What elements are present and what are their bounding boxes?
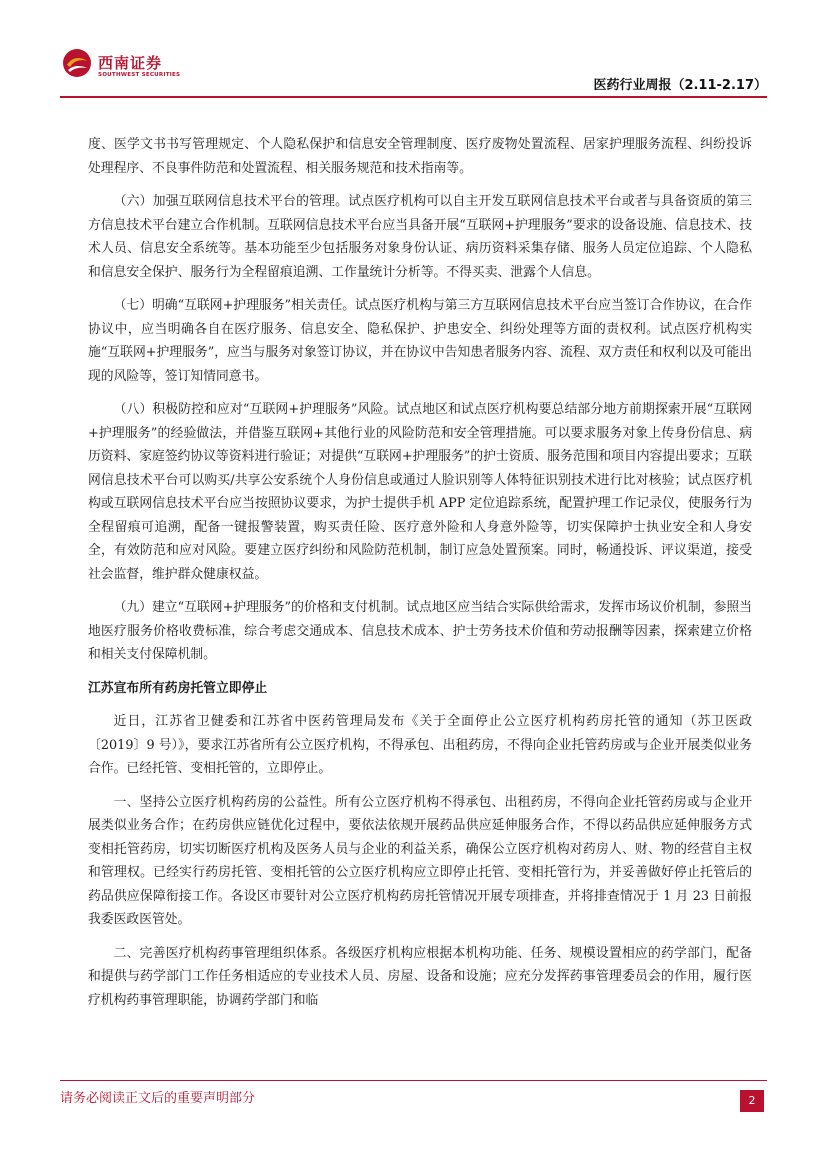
swan-logo-icon: [62, 48, 92, 78]
document-body: [88, 133, 752, 1022]
footer-divider: [60, 1080, 767, 1081]
logo-chinese-name: 西南证券: [98, 54, 163, 72]
body-paragraph: （八）积极防控和应对“互联网+护理服务”风险。试点地区和试点医疗机构要总结部分地方前期探索开展“互联网+护理服务”的经验做法，并借鉴互联网+其他行业的风险防范和安全管理措施。可以要求服务对象上传身份信息、病历资料、家庭签约协议等资料进行验证；对提供“互联网+护理服务”的护士资质、服务范围和项目内容提出要求；互联网信息技术平台可以购买/共享公安系统个人身份信息或通过人脸识别等人体特征识别技术进行比对核验；试点医疗机构或互联网信息技术平台应当按照协议要求，为护士提供手机 APP 定位追踪系统，配置护理工作记录仪，使服务行为全程留痕可追溯，配备一键报警装置，购买责任险、医疗意外险和人身意外险等，切实保障护士执业安全和人身安全，有效防范和应对风险。要建立医疗纠纷和风险防范机制，制订应急处置预案。同时，畅通投诉、评议渠道，接受社会监督，维护群众健康权益。: [88, 402, 752, 582]
header-divider: [60, 96, 767, 98]
page-number: 2: [740, 1090, 764, 1112]
disclaimer-note: 请务必阅读正文后的重要声明部分: [60, 1091, 256, 1106]
logo-english-name: SOUTHWEST SECURITIES: [98, 72, 181, 78]
body-paragraph: 一、坚持公立医疗机构药房的公益性。所有公立医疗机构不得承包、出租药房，不得向企业托管药房或与企业开展类似业务合作；在药房供应链优化过程中，要依法依规开展药品供应延伸服务合作，不得以药品供应延伸服务方式变相托管药房，切实切断医疗机构及医务人员与企业的利益关系，确保公立医疗机构对药房人、财、物的经营自主权和管理权。已经实行药房托管、变相托管的公立医疗机构应立即停止托管、变相托管行为，并妥善做好停止托管后的药品供应保障衔接工作。各设区市要针对公立医疗机构药房托管情况开展专项排查，并将排查情况于 1 月 23 日前报我委医政医管处。: [88, 794, 752, 927]
page-header: [60, 46, 767, 94]
body-paragraph: （七）明确“互联网+护理服务”相关责任。试点医疗机构与第三方互联网信息技术平台应当签订合作协议，在合作协议中，应当明确各自在医疗服务、信息安全、隐私保护、护患安全、纠纷处理等方面的责权利。试点医疗机构实施“互联网+护理服务”，应当与服务对象签订协议，并在协议中告知患者服务内容、流程、双方责任和权利以及可能出现的风险等，签订知情同意书。: [88, 298, 752, 384]
section-heading: 江苏宣布所有药房托管立即停止: [88, 680, 268, 696]
body-paragraph: （六）加强互联网信息技术平台的管理。试点医疗机构可以自主开发互联网信息技术平台或者与具备资质的第三方信息技术平台建立合作机制。互联网信息技术平台应当具备开展“互联网+护理服务”要求的设备设施、信息技术、技术人员、信息安全系统等。基本功能至少包括服务对象身份认证、病历资料采集存储、服务人员定位追踪、个人隐私和信息安全保护、服务行为全程留痕追溯、工作量统计分析等。不得买卖、泄露个人信息。: [88, 194, 752, 280]
company-logo: [60, 46, 200, 90]
report-title: 医药行业周报（2.11-2.17）: [593, 78, 767, 93]
body-paragraph: 度、医学文书书写管理规定、个人隐私保护和信息安全管理制度、医疗废物处置流程、居家护理服务流程、纠纷投诉处理程序、不良事件防范和处置流程、相关服务规范和技术指南等。: [88, 137, 752, 176]
body-paragraph: 近日，江苏省卫健委和江苏省中医药管理局发布《关于全面停止公立医疗机构药房托管的通知（苏卫医政〔2019〕9 号）》，要求江苏省所有公立医疗机构，不得承包、出租药房，不得向企业托管药房或与企业开展类似业务合作。已经托管、变相托管的，立即停止。: [88, 714, 752, 776]
body-paragraph: （九）建立“互联网+护理服务”的价格和支付机制。试点地区应当结合实际供给需求，发挥市场议价机制，参照当地医疗服务价格收费标准，综合考虑交通成本、信息技术成本、护士劳务技术价值和劳动报酬等因素，探索建立价格和相关支付保障机制。: [88, 600, 752, 662]
body-paragraph: 二、完善医疗机构药事管理组织体系。各级医疗机构应根据本机构功能、任务、规模设置相应的药学部门，配备和提供与药学部门工作任务相适应的专业技术人员、房屋、设备和设施；应充分发挥药事管理委员会的作用，履行医疗机构药事管理职能，协调药学部门和临: [88, 945, 752, 1008]
